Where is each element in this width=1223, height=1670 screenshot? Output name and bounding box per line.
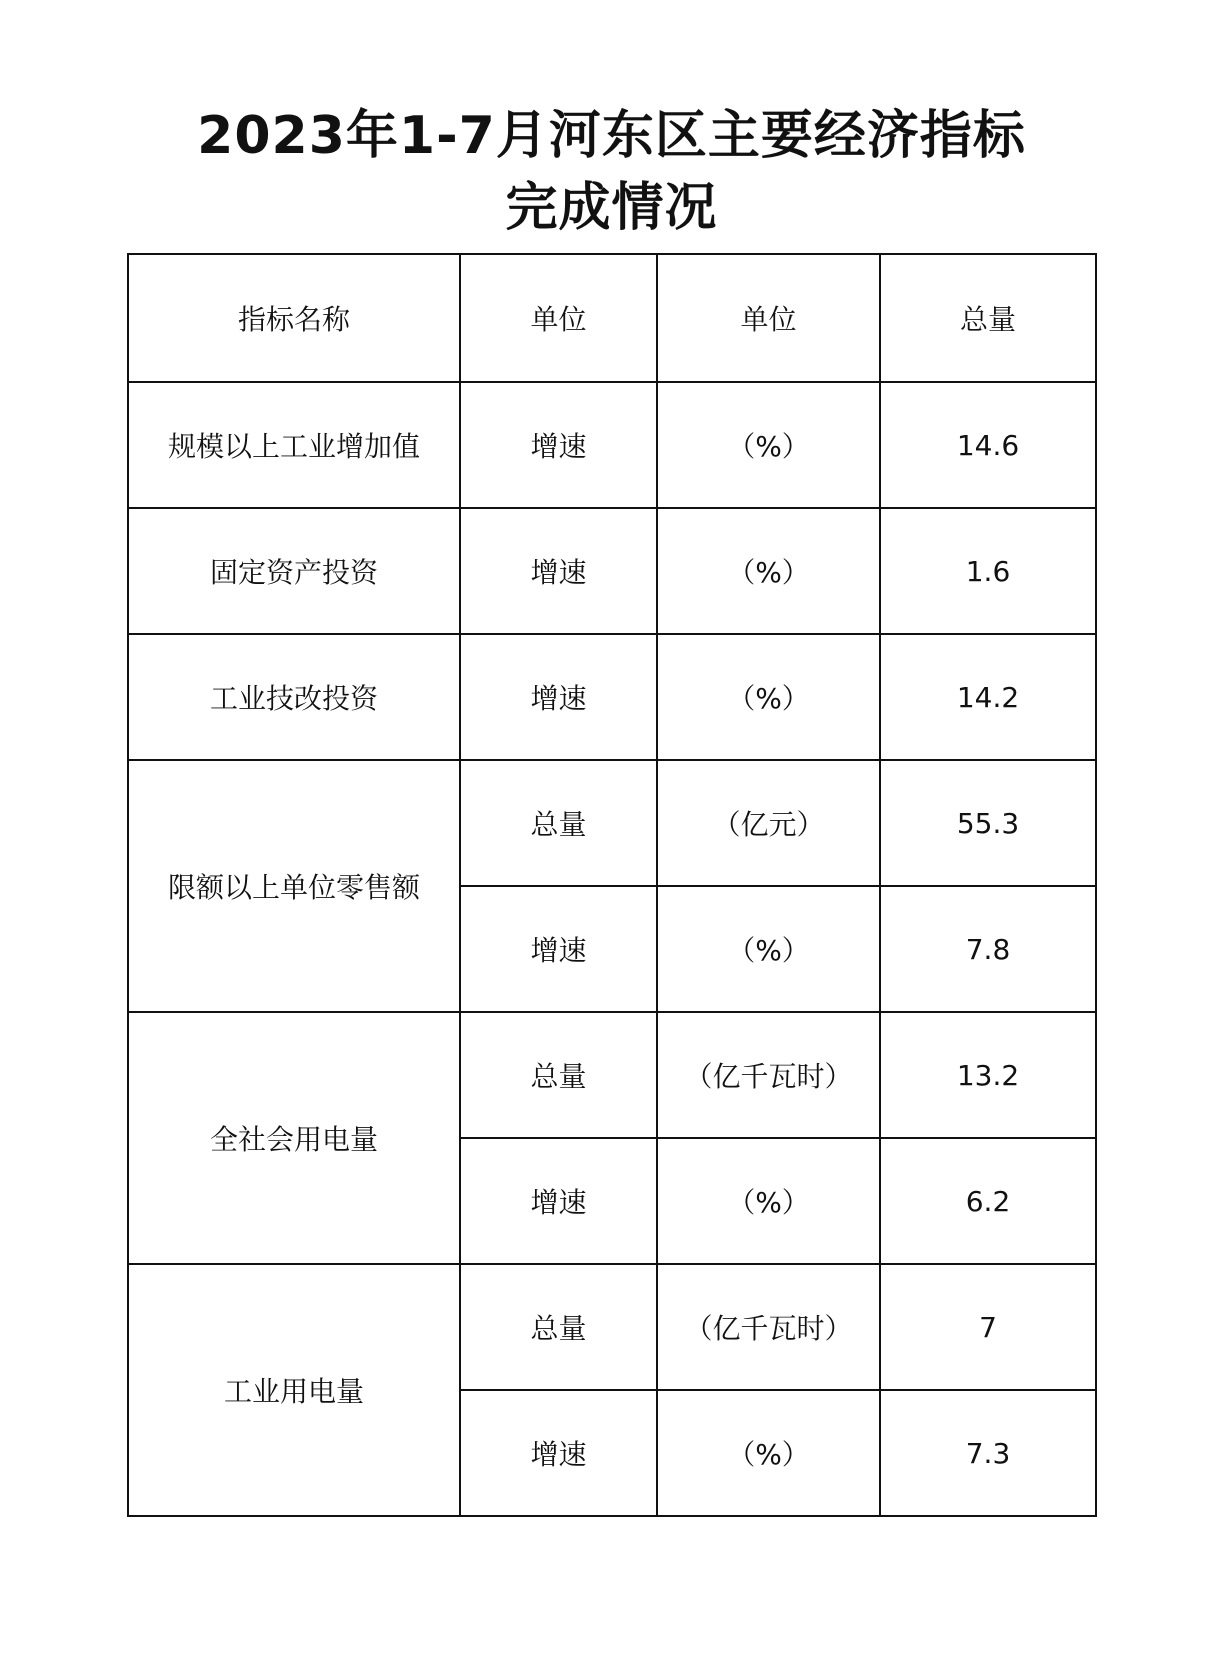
value-cell: 14.6 xyxy=(880,382,1096,508)
measure-cell: 增速 xyxy=(460,1138,657,1264)
value-cell: 7 xyxy=(880,1264,1096,1390)
indicator-name: 限额以上单位零售额 xyxy=(128,760,460,1012)
page-title xyxy=(0,100,1223,244)
measure-cell: 增速 xyxy=(460,634,657,760)
unit-cell: （%） xyxy=(657,886,880,1012)
header-total: 总量 xyxy=(880,254,1096,382)
unit-cell: （%） xyxy=(657,508,880,634)
table-row xyxy=(128,382,1096,508)
value-cell: 7.8 xyxy=(880,886,1096,1012)
value-cell: 55.3 xyxy=(880,760,1096,886)
page-title-line-1: 2023年1-7月河东区主要经济指标 xyxy=(197,106,1026,166)
indicator-name: 规模以上工业增加值 xyxy=(128,382,460,508)
value-cell: 6.2 xyxy=(880,1138,1096,1264)
value-cell: 7.3 xyxy=(880,1390,1096,1516)
measure-cell: 增速 xyxy=(460,382,657,508)
measure-cell: 增速 xyxy=(460,1390,657,1516)
indicator-name: 全社会用电量 xyxy=(128,1012,460,1264)
indicator-name: 工业用电量 xyxy=(128,1264,460,1516)
unit-cell: （%） xyxy=(657,634,880,760)
header-unit-2: 单位 xyxy=(657,254,880,382)
value-cell: 13.2 xyxy=(880,1012,1096,1138)
page-title-line-2: 完成情况 xyxy=(505,178,718,238)
unit-cell: （%） xyxy=(657,1138,880,1264)
unit-cell: （%） xyxy=(657,1390,880,1516)
indicators-table xyxy=(127,253,1097,1517)
table-row xyxy=(128,1264,1096,1390)
header-indicator-name: 指标名称 xyxy=(128,254,460,382)
value-cell: 14.2 xyxy=(880,634,1096,760)
header-unit: 单位 xyxy=(460,254,657,382)
measure-cell: 总量 xyxy=(460,760,657,886)
indicator-name: 工业技改投资 xyxy=(128,634,460,760)
unit-cell: （%） xyxy=(657,382,880,508)
measure-cell: 增速 xyxy=(460,508,657,634)
table-row xyxy=(128,634,1096,760)
indicator-name: 固定资产投资 xyxy=(128,508,460,634)
measure-cell: 总量 xyxy=(460,1264,657,1390)
table-row xyxy=(128,508,1096,634)
table-row xyxy=(128,1012,1096,1138)
measure-cell: 总量 xyxy=(460,1012,657,1138)
measure-cell: 增速 xyxy=(460,886,657,1012)
table-row xyxy=(128,760,1096,886)
unit-cell: （亿千瓦时） xyxy=(657,1264,880,1390)
unit-cell: （亿千瓦时） xyxy=(657,1012,880,1138)
table-header-row xyxy=(128,254,1096,382)
value-cell: 1.6 xyxy=(880,508,1096,634)
unit-cell: （亿元） xyxy=(657,760,880,886)
